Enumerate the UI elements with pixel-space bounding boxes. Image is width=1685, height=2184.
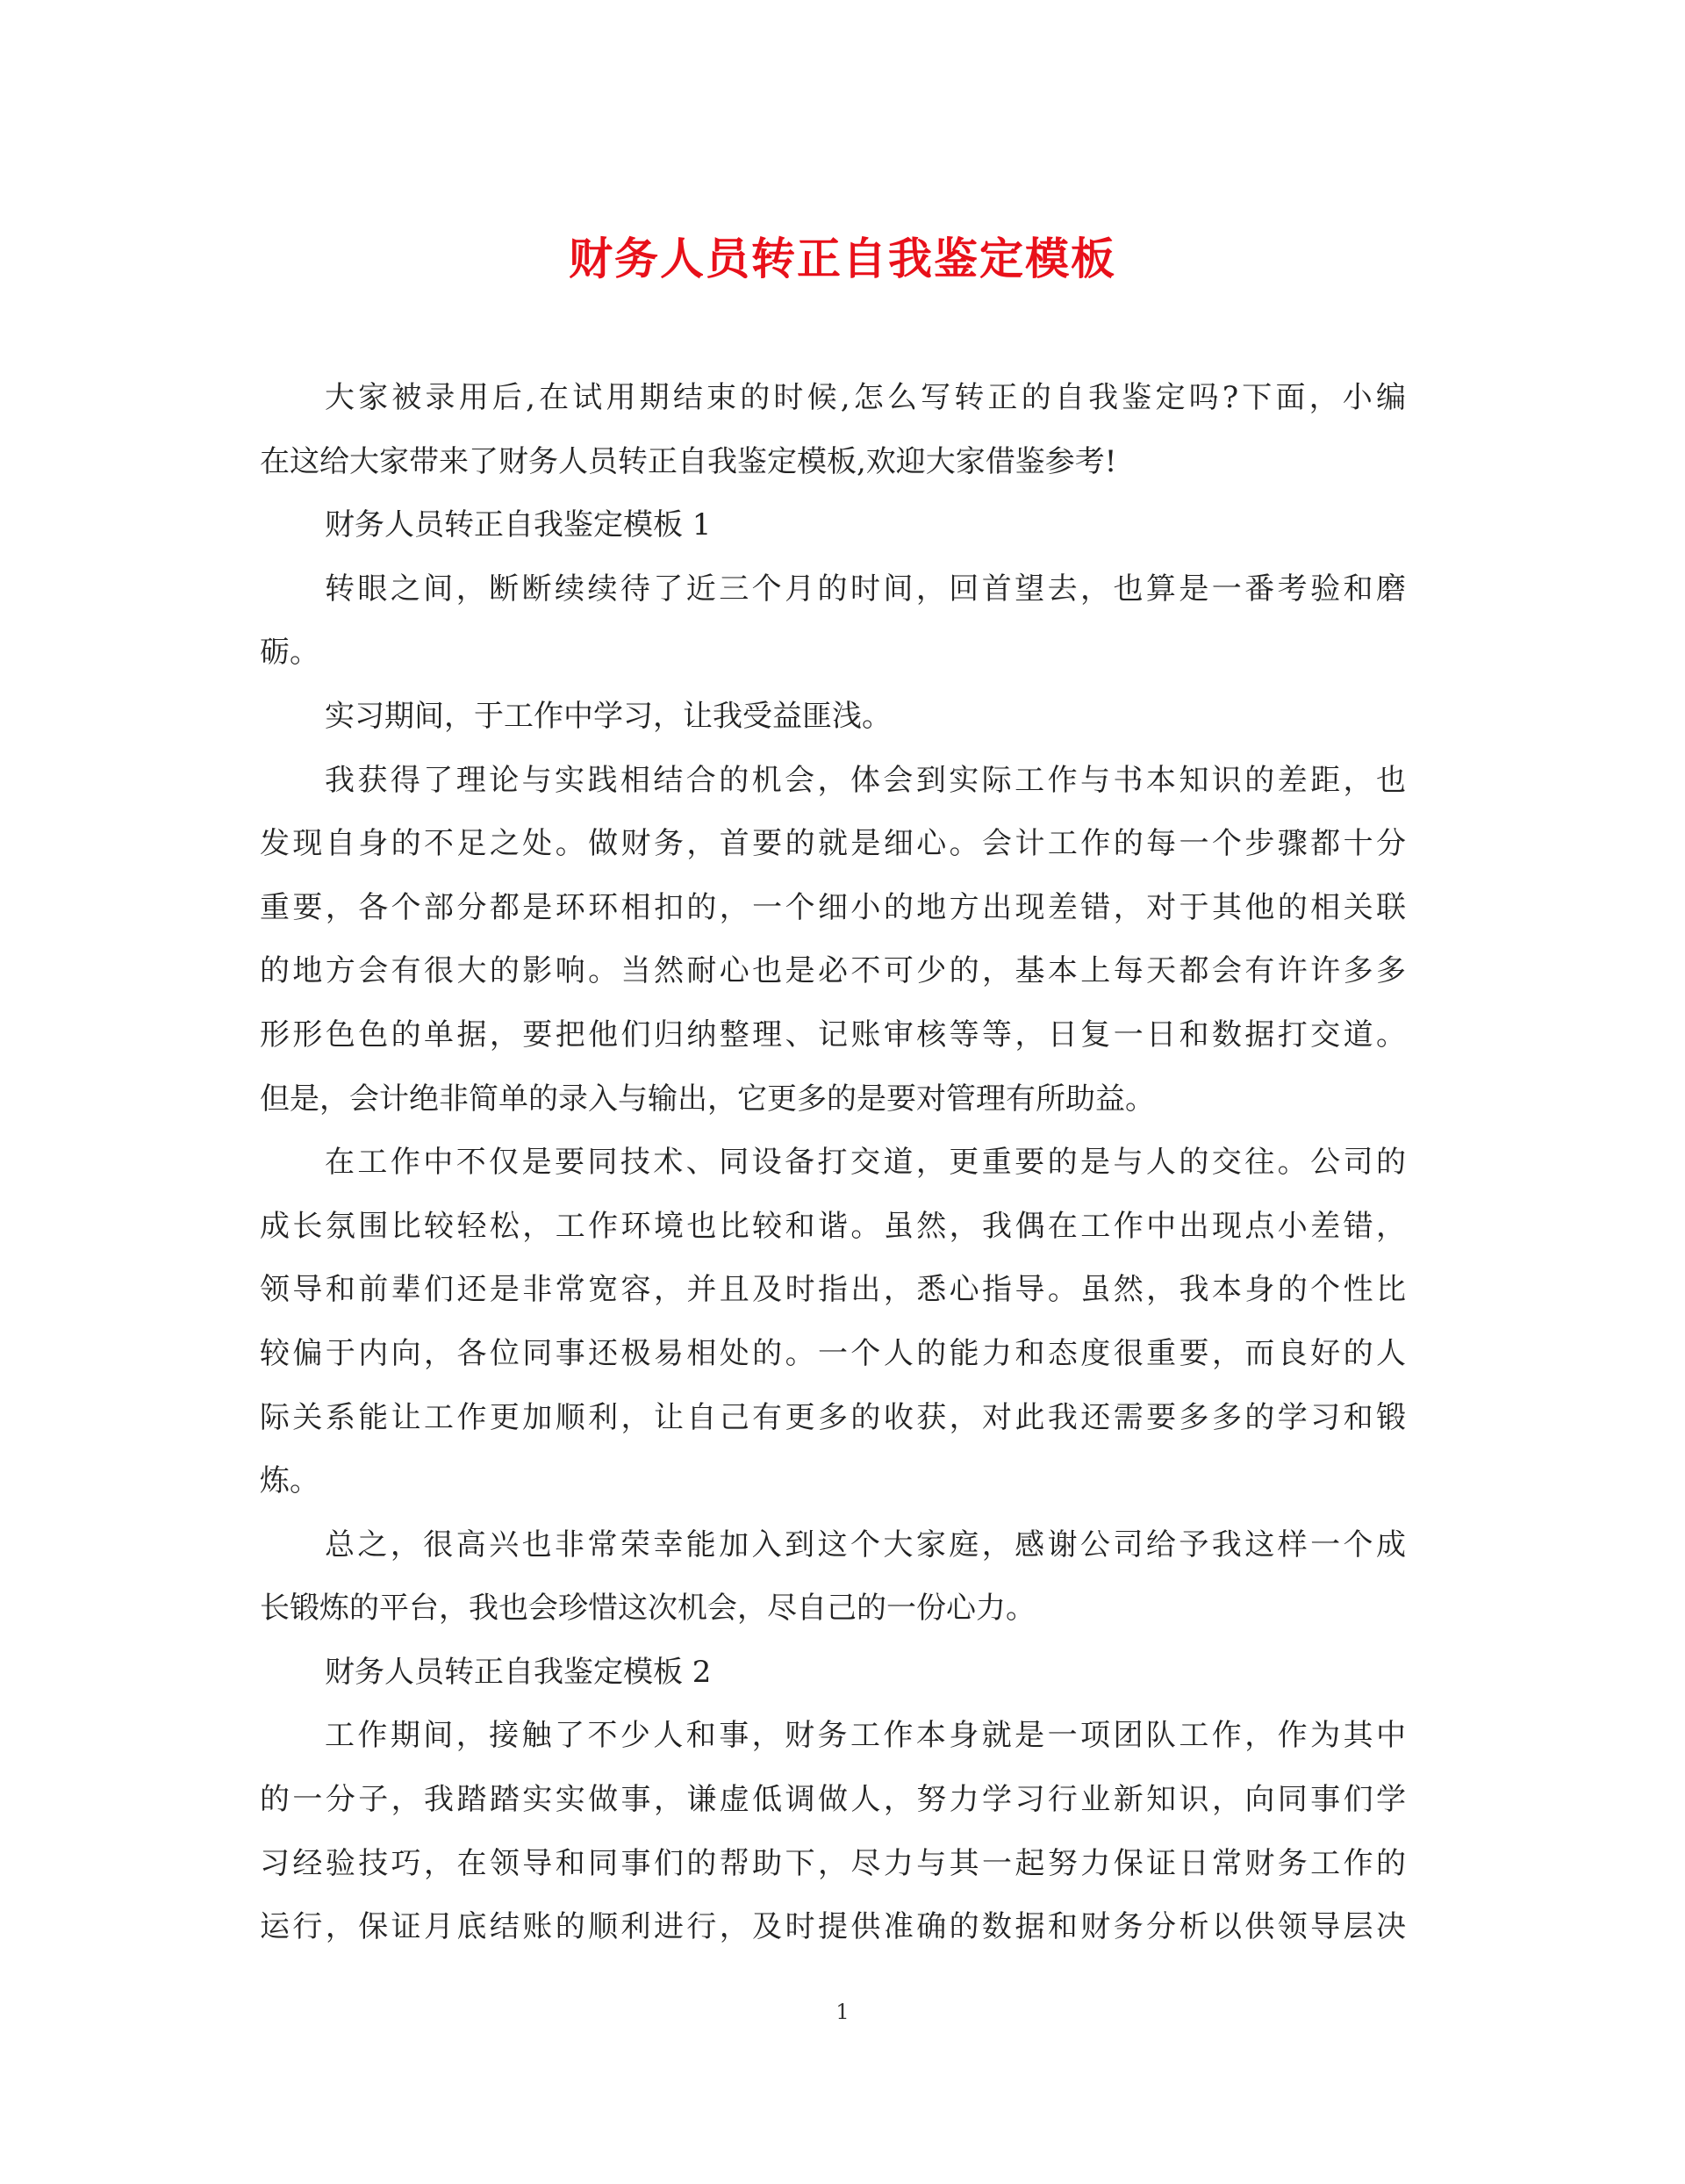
text-line: 转眼之间，断断续续待了近三个月的时间，回首望去，也算是一番考验和磨 <box>325 571 1406 607</box>
paragraph <box>260 1131 1406 1513</box>
text-line: 领导和前辈们还是非常宽容，并且及时指出，悉心指导。虽然，我本身的个性比 <box>260 1272 1406 1308</box>
document-body <box>260 366 1406 1959</box>
section-heading <box>260 1641 1406 1705</box>
paragraph <box>260 749 1406 1132</box>
text-line: 长锻炼的平台，我也会珍惜这次机会，尽自己的一份心力。 <box>260 1591 1036 1627</box>
text-line: 际关系能让工作更加顺利，让自己有更多的收获，对此我还需要多多的学习和锻 <box>260 1399 1406 1435</box>
text-line: 财务人员转正自我鉴定模板 2 <box>325 1654 712 1690</box>
text-line: 重要，各个部分都是环环相扣的，一个细小的地方出现差错，对于其他的相关联 <box>260 889 1406 925</box>
text-line: 大家被录用后,在试用期结束的时候,怎么写转正的自我鉴定吗?下面，小编 <box>325 380 1406 415</box>
paragraph <box>260 1513 1406 1641</box>
text-line: 砺。 <box>260 635 319 671</box>
paragraph <box>260 557 1406 685</box>
text-line: 习经验技巧，在领导和同事们的帮助下，尽力与其一起努力保证日常财务工作的 <box>260 1845 1406 1881</box>
text-line: 炼。 <box>260 1463 319 1499</box>
text-line: 运行，保证月底结账的顺利进行，及时提供准确的数据和财务分析以供领导层决 <box>260 1909 1406 1945</box>
text-line: 发现自身的不足之处。做财务，首要的就是细心。会计工作的每一个步骤都十分 <box>260 826 1406 862</box>
paragraph <box>260 685 1406 749</box>
section-heading <box>260 493 1406 557</box>
text-line: 的地方会有很大的影响。当然耐心也是必不可少的，基本上每天都会有许许多多 <box>260 953 1406 989</box>
text-line: 形形色色的单据，要把他们归纳整理、记账审核等等，日复一日和数据打交道。 <box>260 1017 1406 1052</box>
document-title: 财务人员转正自我鉴定模板 <box>569 233 1116 284</box>
text-line: 我获得了理论与实践相结合的机会，体会到实际工作与书本知识的差距，也 <box>325 762 1406 798</box>
text-line: 成长氛围比较轻松，工作环境也比较和谐。虽然，我偶在工作中出现点小差错， <box>260 1208 1406 1244</box>
text-line: 工作期间，接触了不少人和事，财务工作本身就是一项团队工作，作为其中 <box>325 1718 1406 1754</box>
text-line: 实习期间，于工作中学习，让我受益匪浅。 <box>325 698 892 734</box>
text-line: 总之，很高兴也非常荣幸能加入到这个大家庭，感谢公司给予我这样一个成 <box>325 1527 1406 1563</box>
text-line: 财务人员转正自我鉴定模板 1 <box>325 507 712 543</box>
text-line: 在这给大家带来了财务人员转正自我鉴定模板,欢迎大家借鉴参考! <box>260 443 1117 479</box>
text-line: 但是，会计绝非简单的录入与输出，它更多的是要对管理有所助益。 <box>260 1081 1155 1117</box>
text-line: 在工作中不仅是要同技术、同设备打交道，更重要的是与人的交往。公司的 <box>325 1145 1406 1181</box>
text-line: 的一分子，我踏踏实实做事，谦虚低调做人，努力学习行业新知识，向同事们学 <box>260 1782 1406 1818</box>
paragraph <box>260 1704 1406 1958</box>
text-line: 较偏于内向，各位同事还极易相处的。一个人的能力和态度很重要，而良好的人 <box>260 1335 1406 1371</box>
page-number: 1 <box>835 2000 850 2024</box>
paragraph <box>260 366 1406 493</box>
